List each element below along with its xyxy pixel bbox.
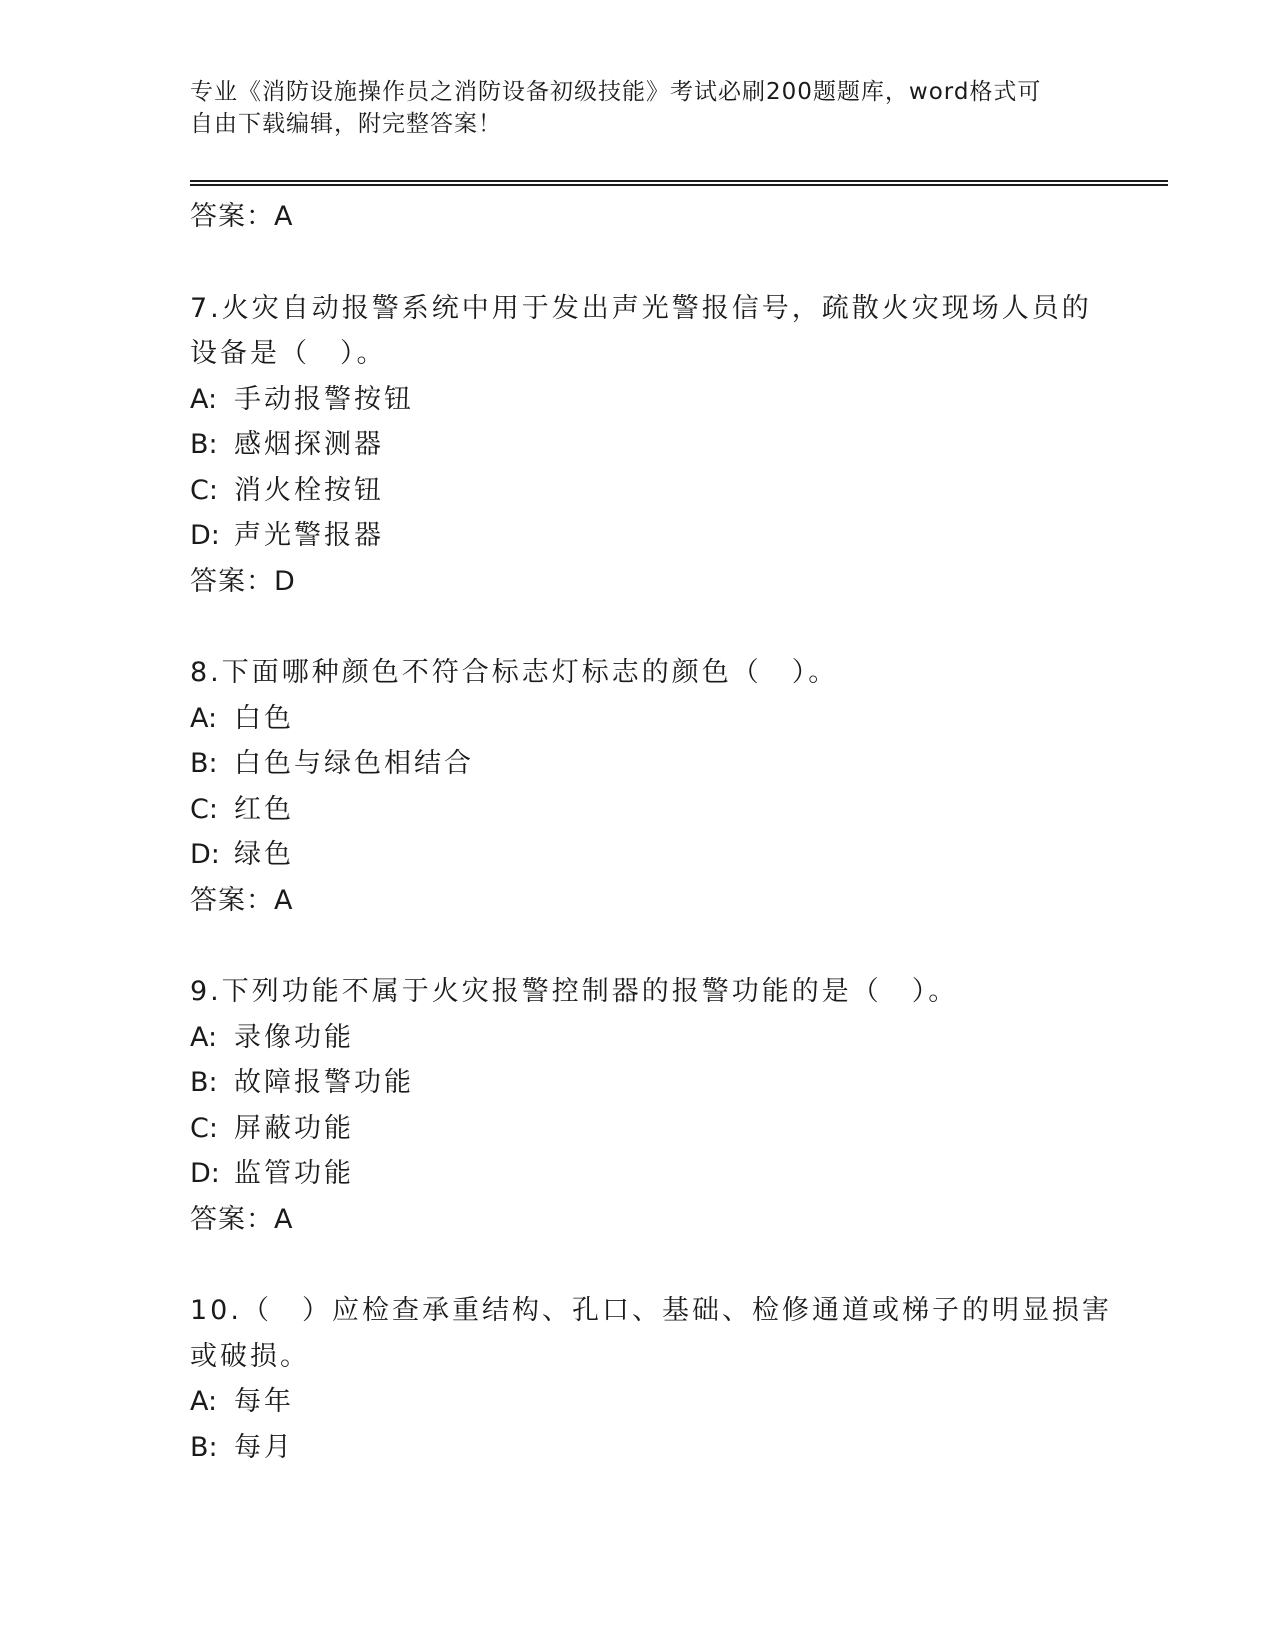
option-letter: D:: [190, 1158, 220, 1189]
option-letter: D:: [190, 520, 220, 551]
option-a: [190, 377, 1140, 423]
option-letter: A:: [190, 702, 218, 734]
option-text: 手动报警按钮: [234, 383, 414, 415]
option-letter: B:: [190, 429, 218, 460]
document-header: [190, 76, 1090, 140]
answer-line: 答案：A: [190, 884, 294, 916]
question-8: [190, 650, 1140, 923]
question-stem: 或破损。: [190, 1340, 310, 1372]
option-a: [190, 1015, 1140, 1061]
option-text: 屏蔽功能: [234, 1112, 354, 1144]
option-b: [190, 422, 1140, 468]
spacer: [190, 1242, 1140, 1288]
option-letter: C:: [190, 793, 218, 825]
option-letter: A:: [190, 383, 218, 415]
option-d: [190, 832, 1140, 878]
option-letter: A:: [190, 1021, 218, 1053]
option-text: 录像功能: [234, 1021, 354, 1053]
option-text: 故障报警功能: [234, 1067, 414, 1098]
option-c: [190, 468, 1140, 514]
spacer: [190, 604, 1140, 650]
header-line-1: 专业《消防设施操作员之消防设备初级技能》考试必刷200题题库，word格式可: [190, 79, 1042, 105]
option-c: [190, 1106, 1140, 1152]
option-letter: C:: [190, 474, 218, 506]
option-text: 感烟探测器: [234, 429, 384, 460]
header-line-2: 自由下载编辑，附完整答案！: [190, 111, 502, 137]
question-list: [190, 194, 1140, 1470]
option-letter: D:: [190, 839, 220, 870]
option-letter: A:: [190, 1386, 218, 1417]
option-b: [190, 1060, 1140, 1106]
header-divider: [190, 180, 1168, 186]
question-9: [190, 969, 1140, 1242]
question-7: [190, 286, 1140, 605]
question-10: [190, 1288, 1140, 1470]
option-text: 消火栓按钮: [234, 474, 384, 506]
option-letter: C:: [190, 1112, 218, 1144]
option-d: [190, 1151, 1140, 1197]
answer-line: 答案：A: [190, 1203, 294, 1235]
option-text: 白色: [234, 702, 294, 734]
option-b: [190, 741, 1140, 787]
question-stem: 8.下面哪种颜色不符合标志灯标志的颜色（ ）。: [190, 657, 839, 688]
previous-answer: 答案：A: [190, 201, 294, 232]
question-stem: 设备是（ ）。: [190, 338, 387, 369]
option-letter: B:: [190, 1067, 218, 1098]
option-text: 绿色: [234, 839, 294, 870]
spacer: [190, 240, 1140, 286]
option-text: 声光警报器: [234, 520, 384, 551]
option-letter: B:: [190, 748, 218, 779]
question-stem: 7.火灾自动报警系统中用于发出声光警报信号，疏散火灾现场人员的: [190, 292, 1092, 324]
option-text: 每年: [234, 1386, 294, 1417]
option-text: 红色: [234, 793, 294, 825]
answer-line: 答案：D: [190, 565, 296, 597]
spacer: [190, 923, 1140, 969]
option-a: [190, 696, 1140, 742]
question-stem: 9.下列功能不属于火灾报警控制器的报警功能的是（ ）。: [190, 976, 959, 1007]
option-c: [190, 787, 1140, 833]
option-letter: B:: [190, 1431, 218, 1463]
option-text: 监管功能: [234, 1158, 354, 1189]
option-text: 每月: [234, 1431, 294, 1463]
question-stem: 10.（ ）应检查承重结构、孔口、基础、检修通道或梯子的明显损害: [190, 1295, 1112, 1326]
option-d: [190, 513, 1140, 559]
option-a: [190, 1379, 1140, 1425]
option-text: 白色与绿色相结合: [234, 748, 474, 779]
option-b: [190, 1425, 1140, 1471]
